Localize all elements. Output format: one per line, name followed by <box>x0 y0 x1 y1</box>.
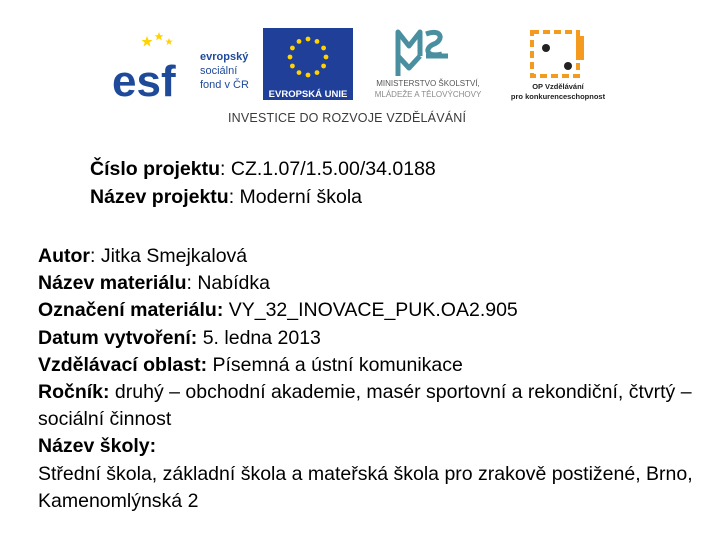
msmt-line2: MLÁDEŽE A TĚLOVÝCHOVY <box>374 90 482 99</box>
year-label: Ročník: <box>38 381 110 404</box>
material-title-value: : Nabídka <box>186 272 270 295</box>
banner-caption: INVESTICE DO ROZVOJE VZDĚLÁVÁNÍ <box>228 111 467 125</box>
eu-flag-logo <box>263 28 353 100</box>
esf-line3: fond v ČR <box>200 79 249 91</box>
school-value-row <box>38 461 708 515</box>
area-row <box>38 352 708 379</box>
project-name-label: Název projektu <box>90 186 229 208</box>
project-name-row <box>90 183 436 211</box>
date-value: 5. ledna 2013 <box>197 326 321 349</box>
year-row <box>38 379 708 433</box>
project-number-value: : CZ.1.07/1.5.00/34.0188 <box>220 158 436 180</box>
material-code-value: VY_32_INOVACE_PUK.OA2.905 <box>223 299 518 322</box>
school-value: Střední škola, základní škola a mateřská škola pro zrakově postižené, Brno, Kamenomlýnská 2 <box>38 462 693 512</box>
material-info <box>38 243 708 515</box>
project-info <box>90 155 436 211</box>
material-code-row <box>38 297 708 324</box>
date-label: Datum vytvoření: <box>38 326 198 349</box>
op-line1: OP Vzdělávání <box>532 82 584 91</box>
msmt-line1: MINISTERSTVO ŠKOLSTVÍ, <box>376 79 480 88</box>
area-label: Vzdělávací oblast: <box>38 353 208 376</box>
year-value: druhý – obchodní akademie, masér sportovní a rekondiční, čtvrtý – sociální činnost <box>38 381 692 431</box>
esf-line1: evropský <box>200 51 249 63</box>
eu-caption: EVROPSKÁ UNIE <box>268 89 348 100</box>
author-label: Autor <box>38 245 90 267</box>
material-title-row <box>38 270 708 297</box>
author-row <box>38 243 708 270</box>
project-number-row <box>90 155 436 183</box>
material-code-label: Označení materiálu: <box>38 299 224 322</box>
logo-banner <box>0 0 720 135</box>
school-label: Název školy: <box>38 435 157 458</box>
area-value: Písemná a ústní komunikace <box>207 353 463 376</box>
op-line2: pro konkurenceschopnost <box>510 92 606 101</box>
op-logo <box>508 26 608 102</box>
author-value: : Jitka Smejkalová <box>90 245 248 267</box>
project-number-label: Číslo projektu <box>90 158 221 180</box>
esf-logo <box>112 28 258 100</box>
msmt-logo <box>352 26 504 102</box>
project-name-value: : Moderní škola <box>228 186 363 208</box>
material-title-label: Název materiálu <box>38 272 187 295</box>
school-label-row <box>38 433 708 460</box>
date-row <box>38 325 708 352</box>
esf-mark: esf <box>112 57 176 100</box>
esf-line2: sociální <box>200 65 238 77</box>
